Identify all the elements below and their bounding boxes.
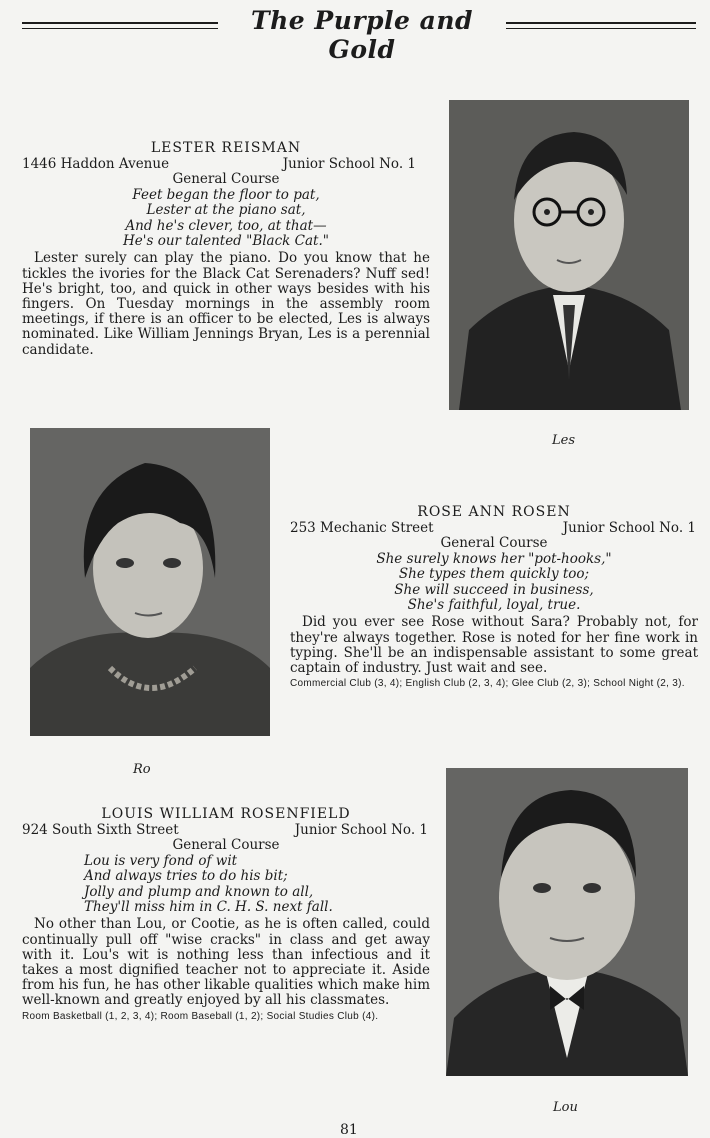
poem-line: And always tries to do his bit; xyxy=(84,868,288,885)
header-rule-right-top xyxy=(506,22,696,24)
poem-line: Lou is very fond of wit xyxy=(84,852,238,869)
student-activities: Commercial Club (3, 4); English Club (2, 3, 4); Glee Club (2, 3); School Night (2, 3). xyxy=(290,678,685,690)
page-number: 81 xyxy=(340,1122,358,1138)
student-course: General Course xyxy=(172,837,280,854)
student-bio: No other than Lou, or Cootie, as he is often called, could continually pull off "wise cracks" in class and get away with it. Lou's wit is nothing less than infectious and it takes a most dignified teacher not to appreciate it. Aside from his fun, he has other likable qualities which make him well-known and greatly enjoyed by all his classmates. xyxy=(22,916,430,1009)
poem-line: They'll miss him in C. H. S. next fall. xyxy=(84,899,333,915)
poem-line: She's faithful, loyal, true. xyxy=(407,597,581,613)
portrait-photo-lester xyxy=(449,100,689,410)
student-name: ROSE ANN ROSEN xyxy=(417,504,571,520)
portrait-photo-louis xyxy=(446,768,688,1076)
photo-caption-rose: Ro xyxy=(133,762,151,777)
student-poem xyxy=(22,854,430,916)
poem-line: Feet began the floor to pat, xyxy=(132,186,320,203)
student-school: Junior School No. 1 xyxy=(562,519,696,536)
student-poem xyxy=(290,552,698,614)
portrait-photo-rose xyxy=(30,428,270,736)
header-rule-left-bottom xyxy=(22,28,218,29)
student-address: 924 South Sixth Street xyxy=(22,821,179,838)
entry-louis xyxy=(22,807,430,1023)
address-row xyxy=(22,157,430,173)
student-name: LESTER REISMAN xyxy=(150,140,302,156)
photo-caption-lester: Les xyxy=(552,433,575,448)
student-school: Junior School No. 1 xyxy=(294,821,428,838)
portrait-image xyxy=(30,428,270,736)
student-name: LOUIS WILLIAM ROSENFIELD xyxy=(101,806,351,822)
student-address: 1446 Haddon Avenue xyxy=(22,155,170,172)
poem-line: She surely knows her "pot-hooks," xyxy=(376,550,612,567)
photo-caption-louis: Lou xyxy=(553,1100,578,1115)
poem-line: She will succeed in business, xyxy=(394,581,594,598)
poem-line: He's our talented "Black Cat." xyxy=(123,233,329,249)
entry-lester xyxy=(22,141,430,358)
poem-line: She types them quickly too; xyxy=(398,566,590,583)
portrait-image xyxy=(446,768,688,1076)
poem-line: Jolly and plump and known to all, xyxy=(84,883,314,900)
page-header-title: The Purple and Gold xyxy=(251,6,473,64)
student-school: Junior School No. 1 xyxy=(282,155,416,172)
poem-line: And he's clever, too, at that— xyxy=(125,217,327,234)
header-rule-left-top xyxy=(22,22,218,24)
address-row xyxy=(22,823,430,839)
student-address: 253 Mechanic Street xyxy=(290,519,434,536)
student-activities: Room Basketball (1, 2, 3, 4); Room Baseball (1, 2); Social Studies Club (4). xyxy=(22,1010,379,1022)
student-bio: Lester surely can play the piano. Do you know that he tickles the ivories for the Black Cat Serenaders? Nuff sed! He's bright, too, and quick in other ways besides with his fingers. On Tuesday mornings in the assembly room meetings, if there is an officer to be elected, Les is always nominated. Like William Jennings Bryan, Les is a perennial candidate. xyxy=(22,250,430,358)
student-course: General Course xyxy=(172,171,280,188)
poem-line: Lester at the piano sat, xyxy=(146,202,306,219)
student-bio: Did you ever see Rose without Sara? Probably not, for they're always together. Rose is noted for her fine work in typing. She'll be an indispensable assistant to some great captain of industry. Just wait and see. xyxy=(290,614,698,677)
address-row xyxy=(290,521,698,537)
entry-rose xyxy=(290,505,698,690)
portrait-image xyxy=(449,100,689,410)
header-rule-right-bottom xyxy=(506,28,696,29)
student-course: General Course xyxy=(440,535,548,552)
student-poem xyxy=(22,188,430,250)
